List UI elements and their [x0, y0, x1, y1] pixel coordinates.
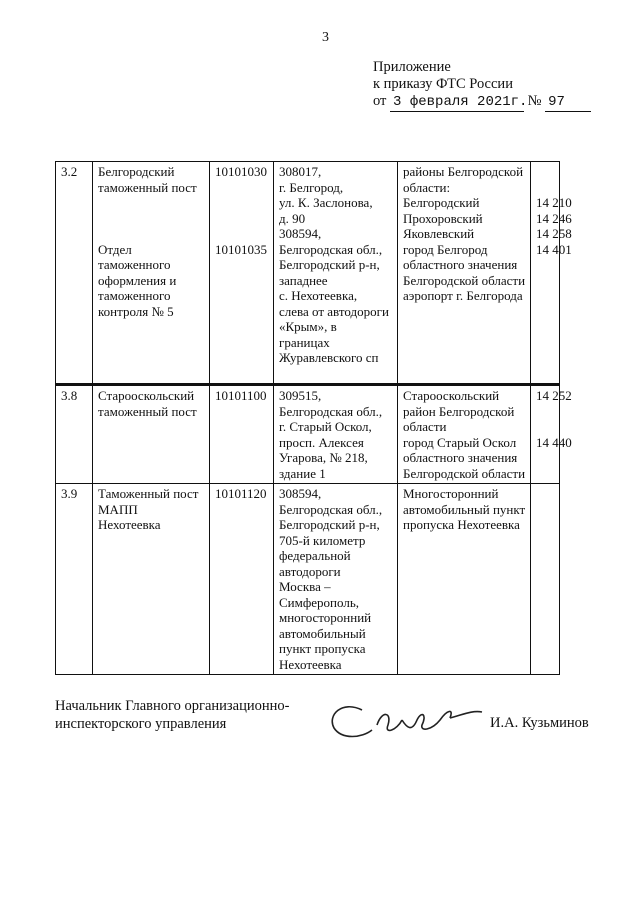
- address-line: многосторонний: [279, 610, 372, 625]
- address-line: слева от автодороги: [279, 303, 389, 319]
- oktmo-code: 14 401: [536, 241, 572, 257]
- oktmo-code: 14 246: [536, 210, 572, 226]
- post-code: 10101100: [215, 388, 267, 403]
- address-line: Журавлевского сп: [279, 350, 379, 365]
- post-name-cell: [93, 162, 210, 385]
- table-row: [56, 162, 560, 385]
- region-line: области: [403, 419, 447, 434]
- oktmo-code: 14 440: [536, 434, 572, 450]
- row-number: [56, 162, 93, 385]
- address-line: г. Старый Оскол,: [279, 419, 372, 434]
- from-label: от: [373, 93, 387, 109]
- address-line: Белгородская обл.,: [279, 241, 383, 257]
- table-row: [56, 484, 560, 675]
- address-line: автомобильный: [279, 625, 366, 641]
- region-line: Старооскольский: [403, 388, 500, 403]
- region-line: Белгородской области: [403, 272, 526, 288]
- oktmo-cell: [531, 162, 572, 385]
- post-name-line: таможенный пост: [98, 403, 197, 419]
- region-line: город Белгород: [403, 241, 488, 257]
- signatory-name: И.А. Кузьминов: [490, 715, 589, 731]
- region-line: Яковлевский: [403, 226, 475, 241]
- handwritten-signature: [322, 680, 492, 750]
- post-code: 10101035: [215, 241, 267, 257]
- address-cell: [274, 484, 398, 675]
- signatory-title: [55, 697, 289, 733]
- row-number: [56, 385, 93, 484]
- address-line: с. Нехотеевка,: [279, 288, 358, 303]
- oktmo-code: 14 252: [536, 388, 572, 403]
- post-name-line: таможенного: [98, 288, 171, 303]
- address-line: Белгородский р-н,: [279, 517, 380, 532]
- appendix-header: [373, 59, 591, 112]
- post-name-line: Старооскольский: [98, 388, 195, 403]
- region-cell: [398, 385, 531, 484]
- address-line: Москва –: [279, 579, 331, 594]
- page-number: 3: [322, 30, 329, 45]
- address-line: федеральной: [279, 548, 351, 563]
- order-number: 97: [545, 94, 591, 112]
- oktmo-code: 14 210: [536, 195, 572, 210]
- region-line: автомобильный пункт: [403, 501, 526, 517]
- address-line: Угарова, № 218,: [279, 450, 368, 465]
- address-line: Белгородский р-н,: [279, 257, 380, 272]
- region-line: Многосторонний: [403, 486, 499, 501]
- row-number-text: 3.8: [61, 388, 78, 403]
- region-line: Белгородской области: [403, 465, 526, 481]
- region-line: аэропорт г. Белгорода: [403, 288, 523, 303]
- post-name-line: Нехотеевка: [98, 517, 161, 532]
- post-name-cell: [93, 385, 210, 484]
- region-line: районы Белгородской: [403, 164, 524, 179]
- address-line: западнее: [279, 272, 328, 288]
- oktmo-code: 14 258: [536, 226, 572, 241]
- address-line: автодороги: [279, 563, 341, 579]
- region-line: областного значения: [403, 450, 518, 465]
- table-row: [56, 385, 560, 484]
- post-name-line: таможенный пост: [98, 179, 197, 195]
- number-label: №: [527, 93, 542, 109]
- address-line: пункт пропуска: [279, 641, 366, 656]
- post-name-line: оформления и: [98, 272, 177, 288]
- address-cell: [274, 385, 398, 484]
- address-line: Симферополь,: [279, 594, 359, 610]
- post-name-line: Отдел: [98, 241, 132, 257]
- address-line: просп. Алексея: [279, 434, 364, 450]
- region-line: области:: [403, 179, 451, 195]
- address-line: 308017,: [279, 164, 322, 179]
- customs-posts-table: [55, 161, 572, 675]
- address-line: Нехотеевка: [279, 656, 342, 672]
- post-code: 10101120: [215, 486, 267, 501]
- post-name-line: МАПП: [98, 501, 138, 517]
- post-name-line: контроля № 5: [98, 303, 174, 319]
- appendix-order-ref: к приказу ФТС России: [373, 76, 513, 92]
- address-line: «Крым», в: [279, 319, 337, 334]
- oktmo-cell: [531, 385, 572, 484]
- region-line: пропуска Нехотеевка: [403, 517, 520, 532]
- row-number: [56, 484, 93, 675]
- oktmo-cell: [531, 484, 560, 675]
- region-line: Белгородский: [403, 195, 480, 210]
- post-code-cell: [210, 484, 274, 675]
- region-line: город Старый Оскол: [403, 434, 517, 450]
- address-line: Белгородская обл.,: [279, 501, 383, 517]
- post-name-cell: [93, 484, 210, 675]
- address-cell: [274, 162, 398, 385]
- address-line: 308594,: [279, 486, 322, 501]
- address-line: здание 1: [279, 465, 326, 481]
- region-cell: [398, 162, 531, 385]
- signatory-title-line1: Начальник Главного организационно-: [55, 698, 290, 714]
- address-line: границах: [279, 334, 330, 350]
- post-code-cell: [210, 162, 274, 385]
- region-line: район Белгородской: [403, 403, 515, 419]
- post-name-line: Белгородский: [98, 164, 175, 179]
- address-line: Белгородская обл.,: [279, 403, 383, 419]
- region-line: Прохоровский: [403, 210, 483, 226]
- appendix-title: Приложение: [373, 59, 451, 75]
- post-name-line: таможенного: [98, 257, 171, 272]
- row-number-text: 3.2: [61, 164, 78, 179]
- region-cell: [398, 484, 531, 675]
- address-line: 309515,: [279, 388, 322, 403]
- row-number-text: 3.9: [61, 486, 78, 501]
- region-line: областного значения: [403, 257, 518, 272]
- appendix-date-line: [373, 93, 591, 112]
- post-code: 10101030: [215, 164, 267, 179]
- post-code-cell: [210, 385, 274, 484]
- address-line: 705-й километр: [279, 532, 366, 548]
- post-name-line: Таможенный пост: [98, 486, 199, 501]
- signatory-title-line2: инспекторского управления: [55, 716, 227, 732]
- address-line: д. 90: [279, 210, 306, 226]
- address-line: 308594,: [279, 226, 322, 241]
- order-date: 3 февраля 2021г.: [390, 94, 524, 112]
- address-line: г. Белгород,: [279, 179, 344, 195]
- address-line: ул. К. Заслонова,: [279, 195, 373, 210]
